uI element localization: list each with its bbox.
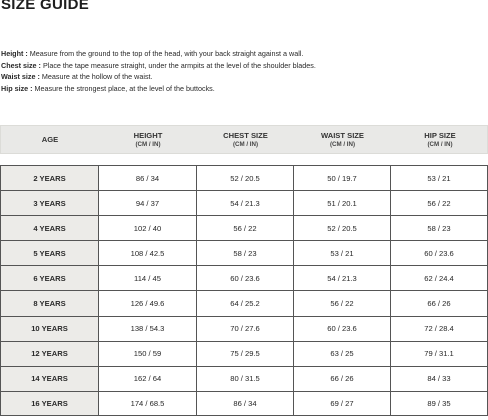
cell-waist: 66 / 26 bbox=[293, 366, 390, 391]
table-row bbox=[0, 240, 488, 265]
cell-age: 16 YEARS bbox=[0, 391, 98, 416]
cell-chest: 75 / 29.5 bbox=[196, 341, 293, 366]
header-age: AGE bbox=[41, 135, 59, 144]
table-row bbox=[0, 290, 488, 315]
cell-waist: 56 / 22 bbox=[293, 290, 390, 315]
cell-waist: 54 / 21.3 bbox=[293, 265, 390, 290]
cell-hip: 72 / 28.4 bbox=[390, 316, 488, 341]
cell-age: 10 YEARS bbox=[0, 316, 98, 341]
cell-age: 12 YEARS bbox=[0, 341, 98, 366]
cell-chest: 60 / 23.6 bbox=[196, 265, 293, 290]
cell-waist: 69 / 27 bbox=[293, 391, 390, 416]
cell-waist: 53 / 21 bbox=[293, 240, 390, 265]
cell-hip: 60 / 23.6 bbox=[390, 240, 488, 265]
cell-height: 174 / 68.5 bbox=[98, 391, 196, 416]
cell-height: 150 / 59 bbox=[98, 341, 196, 366]
cell-chest: 86 / 34 bbox=[196, 391, 293, 416]
cell-hip: 56 / 22 bbox=[390, 190, 488, 215]
table-row bbox=[0, 215, 488, 240]
cell-hip: 79 / 31.1 bbox=[390, 341, 488, 366]
cell-age: 8 YEARS bbox=[0, 290, 98, 315]
cell-hip: 62 / 24.4 bbox=[390, 265, 488, 290]
page-title: SIZE GUIDE bbox=[1, 0, 90, 13]
table-row bbox=[0, 316, 488, 341]
table-header bbox=[0, 125, 488, 154]
header-unit: (CM / IN) bbox=[329, 140, 356, 148]
definition-label: Chest size : bbox=[1, 60, 41, 70]
cell-waist: 50 / 19.7 bbox=[293, 165, 390, 190]
definition-text: Measure at the hollow of the waist. bbox=[39, 72, 153, 82]
cell-height: 138 / 54.3 bbox=[98, 316, 196, 341]
header-waist: WAIST SIZE (CM / IN) bbox=[320, 130, 365, 148]
cell-waist: 63 / 25 bbox=[293, 341, 390, 366]
header-hip: HIP SIZE (CM / IN) bbox=[424, 130, 456, 148]
header-unit: (CM / IN) bbox=[232, 140, 259, 148]
cell-hip: 66 / 26 bbox=[390, 290, 488, 315]
definition-height bbox=[1, 48, 481, 60]
cell-chest: 54 / 21.3 bbox=[196, 190, 293, 215]
header-height: HEIGHT (CM / IN) bbox=[133, 130, 163, 148]
cell-height: 114 / 45 bbox=[98, 265, 196, 290]
cell-hip: 89 / 35 bbox=[390, 391, 488, 416]
table-row bbox=[0, 366, 488, 391]
cell-hip: 53 / 21 bbox=[390, 165, 488, 190]
table-row bbox=[0, 165, 488, 190]
definition-label: Height : bbox=[1, 49, 28, 58]
definition-label: Waist size : bbox=[1, 72, 40, 82]
cell-age: 3 YEARS bbox=[0, 190, 98, 215]
size-table bbox=[0, 125, 488, 408]
measurement-definitions bbox=[1, 48, 481, 94]
header-unit: (CM / IN) bbox=[135, 140, 161, 148]
table-row bbox=[0, 265, 488, 290]
header-unit: (CM / IN) bbox=[427, 140, 453, 148]
cell-age: 5 YEARS bbox=[0, 240, 98, 265]
cell-age: 14 YEARS bbox=[0, 366, 98, 391]
definition-hip bbox=[1, 83, 481, 95]
table-row bbox=[0, 391, 488, 416]
table-row bbox=[0, 341, 488, 366]
cell-height: 102 / 40 bbox=[98, 215, 196, 240]
cell-hip: 58 / 23 bbox=[390, 215, 488, 240]
definition-text: Measure the strongest place, at the level of the buttocks. bbox=[32, 83, 215, 93]
header-chest: CHEST SIZE (CM / IN) bbox=[223, 130, 268, 148]
cell-height: 108 / 42.5 bbox=[98, 240, 196, 265]
definition-label: Hip size : bbox=[1, 83, 33, 93]
table-row bbox=[0, 190, 488, 215]
cell-height: 94 / 37 bbox=[98, 190, 196, 215]
cell-chest: 58 / 23 bbox=[196, 240, 293, 265]
definition-text: Place the tape measure straight, under the armpits at the level of the shoulder blades. bbox=[40, 60, 316, 70]
cell-chest: 64 / 25.2 bbox=[196, 290, 293, 315]
cell-chest: 70 / 27.6 bbox=[196, 316, 293, 341]
cell-waist: 52 / 20.5 bbox=[293, 215, 390, 240]
cell-age: 4 YEARS bbox=[0, 215, 98, 240]
definition-chest bbox=[1, 60, 481, 72]
cell-waist: 60 / 23.6 bbox=[293, 316, 390, 341]
cell-height: 86 / 34 bbox=[98, 165, 196, 190]
definition-text: Measure from the ground to the top of the head, with your back straight against a wall. bbox=[27, 49, 304, 58]
cell-waist: 51 / 20.1 bbox=[293, 190, 390, 215]
cell-chest: 56 / 22 bbox=[196, 215, 293, 240]
cell-age: 6 YEARS bbox=[0, 265, 98, 290]
cell-height: 162 / 64 bbox=[98, 366, 196, 391]
cell-chest: 52 / 20.5 bbox=[196, 165, 293, 190]
table-body bbox=[0, 165, 488, 416]
cell-hip: 84 / 33 bbox=[390, 366, 488, 391]
cell-age: 2 YEARS bbox=[0, 165, 98, 190]
cell-height: 126 / 49.6 bbox=[98, 290, 196, 315]
definition-waist bbox=[1, 71, 481, 83]
cell-chest: 80 / 31.5 bbox=[196, 366, 293, 391]
